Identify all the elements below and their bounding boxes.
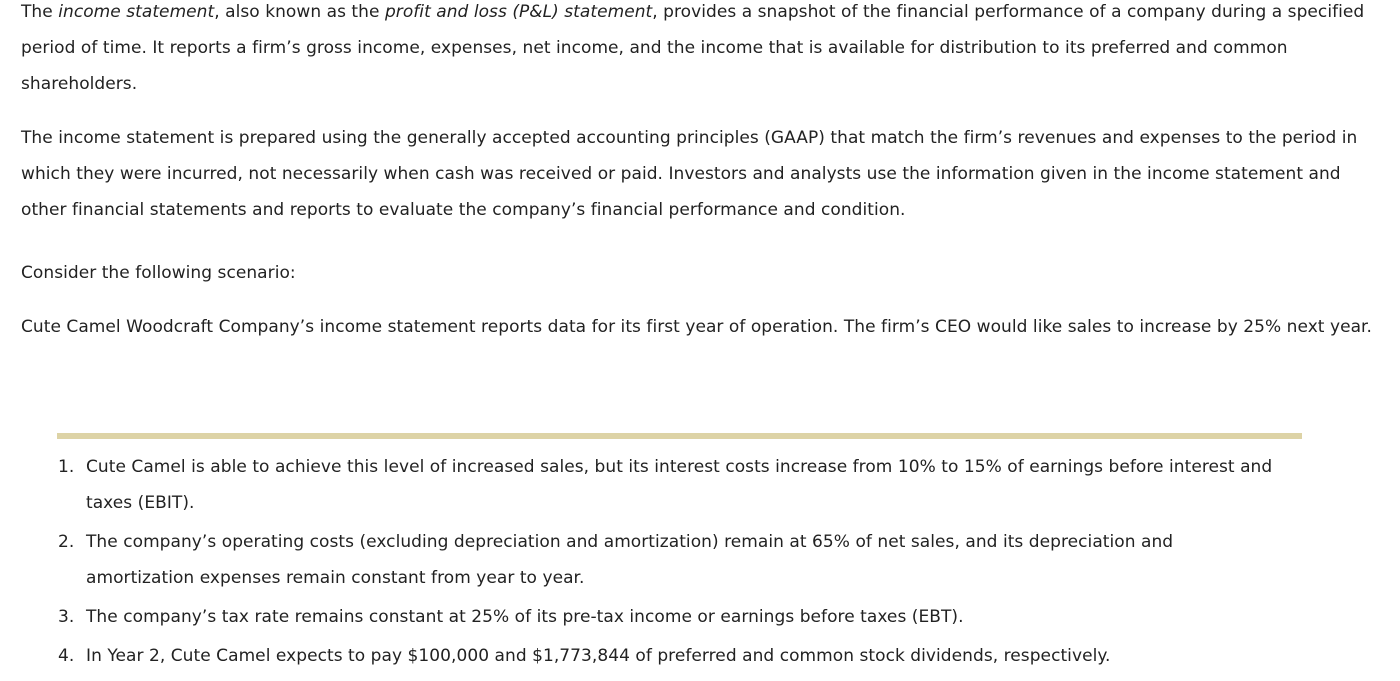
assumption-text: The company’s tax rate remains constant at 25% of its pre-tax income or earnings before taxes (EBT). [86, 607, 964, 627]
intro-text-segment: , provides a snapshot of the financial performance of a company during a specified period of time. It reports a firm’s gross income, expenses, net income, and the income that is available for distribution to its preferred and common shareholders. [21, 2, 1365, 94]
list-number: 3. [58, 607, 75, 627]
list-number: 2. [58, 532, 75, 552]
assumption-text: In Year 2, Cute Camel expects to pay $100,000 and $1,773,844 of preferred and common stock dividends, respectively. [86, 646, 1111, 666]
intro-text-segment: , also known as the [214, 2, 385, 22]
intro-paragraph-gaap: The income statement is prepared using the generally accepted accounting principles (GAAP) that match the firm’s revenues and expenses to the period in which they were incurred, not necessarily when cash was received or paid. Investors and analysts use the information given in the income statement and other financial statements and reports to evaluate the company’s financial performance and condition. [21, 128, 1358, 220]
list-number: 4. [58, 646, 75, 666]
scenario-lead-in: Consider the following scenario: [21, 263, 296, 283]
list-number: 1. [58, 457, 75, 477]
assumptions-list [36, 449, 1276, 677]
intro-paragraph-income-statement [21, 0, 1379, 102]
scenario-paragraph: Cute Camel Woodcraft Company’s income statement reports data for its first year of operation. The firm’s CEO would like sales to increase by 25% next year. [21, 317, 1372, 337]
section-divider [57, 433, 1302, 439]
assumption-item-operating-costs [36, 524, 1276, 596]
term-income-statement: income statement [58, 2, 215, 22]
assumption-item-tax-rate [36, 599, 1276, 635]
assumption-item-interest [36, 449, 1276, 521]
intro-text-segment: The [21, 2, 59, 22]
term-profit-and-loss: profit and loss (P&L) statement [384, 2, 653, 22]
assumption-text: The company’s operating costs (excluding depreciation and amortization) remain at 65% of net sales, and its depreciation and amortization expenses remain constant from year to year. [86, 532, 1174, 588]
assumption-text: Cute Camel is able to achieve this level of increased sales, but its interest costs increase from 10% to 15% of earnings before interest and taxes (EBIT). [86, 457, 1273, 513]
assumption-item-dividends [36, 638, 1276, 674]
